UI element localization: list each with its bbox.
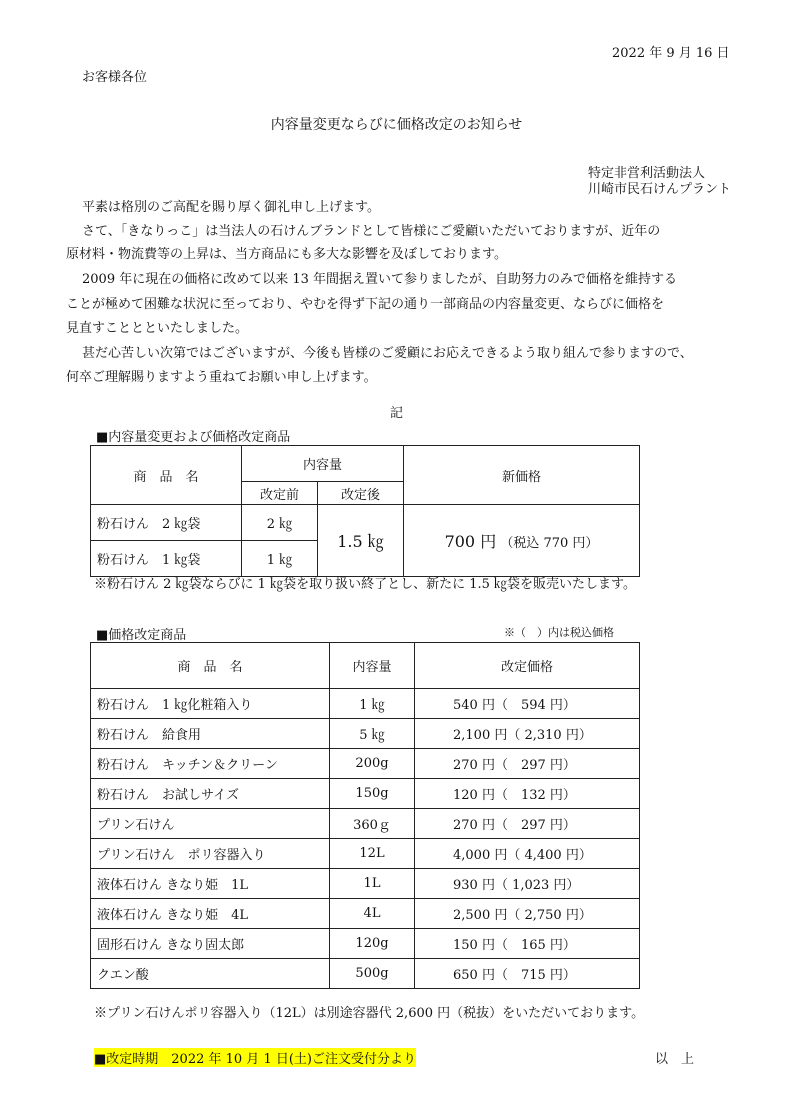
new-price-tax: （税込 770 円） [500, 536, 599, 551]
table-cell-price: 150 円（ 165 円） [415, 929, 640, 959]
ki-heading: 記 [389, 406, 403, 421]
table-row [91, 689, 640, 719]
table-cell-content: 5 ㎏ [330, 719, 415, 749]
table-cell-product: 粉石けん 2 ㎏袋 [91, 505, 242, 541]
section1-note: ※粉石けん 2 ㎏袋ならびに 1 ㎏袋を取り扱い終了とし、新たに 1.5 ㎏袋を販売いたします。 [94, 577, 636, 592]
body-paragraph-line: 何卒ご理解賜りますよう重ねてお願い申し上げます。 [66, 370, 377, 385]
table-row [91, 719, 640, 749]
table-cell-content: 1 ㎏ [330, 689, 415, 719]
header-content: 内容量 [242, 446, 404, 482]
table-cell-product: 固形石けん きなり固太郎 [91, 929, 330, 959]
table-cell-product: 粉石けん キッチン＆クリーン [91, 749, 330, 779]
header-price: 改定価格 [415, 643, 640, 689]
body-paragraph-line: 2009 年に現在の価格に改めて以来 13 年間据え置いて参りましたが、自助努力のみで価格を維持する [82, 272, 678, 287]
table-cell-before: 1 ㎏ [242, 541, 318, 577]
table-cell-before: 2 ㎏ [242, 505, 318, 541]
closing-mark: 以 上 [655, 1052, 695, 1067]
body-paragraph-line: 原材料・物流費等の上昇は、当方商品にも多大な影響を及ぼしております。 [66, 247, 507, 262]
table-cell-product: 粉石けん 給食用 [91, 719, 330, 749]
table-row [91, 779, 640, 809]
table-cell-content: 12L [330, 839, 415, 869]
table-cell-content: 500g [330, 959, 415, 989]
table-cell-content: 150g [330, 779, 415, 809]
table-cell-product: 粉石けん 1 ㎏袋 [91, 541, 242, 577]
header-before: 改定前 [242, 482, 318, 505]
table-cell-product: 液体石けん きなり姫 4L [91, 899, 330, 929]
table-row [91, 809, 640, 839]
table-row [91, 839, 640, 869]
table-row [91, 929, 640, 959]
table-cell-product: プリン石けん [91, 809, 330, 839]
table-cell-content: 120g [330, 929, 415, 959]
table-cell-price: 270 円（ 297 円） [415, 749, 640, 779]
body-paragraph-line: ことが極めて困難な状況に至っており、やむを得ず下記の通り一部商品の内容量変更、ならびに価格を [66, 297, 665, 312]
body-paragraph-line: さて、「きなりっこ」は当法人の石けんブランドとして皆様にご愛顧いただいておりますが、近年の [82, 224, 661, 239]
table-cell-content: 360ｇ [330, 809, 415, 839]
table-cell-after: 1.5 ㎏ [318, 505, 404, 577]
table-cell-new-price [404, 505, 640, 577]
table-cell-content: 4L [330, 899, 415, 929]
table-cell-product: 粉石けん お試しサイズ [91, 779, 330, 809]
table-cell-content: 200g [330, 749, 415, 779]
table-row [91, 899, 640, 929]
table-cell-price: 540 円（ 594 円） [415, 689, 640, 719]
page-title: 内容量変更ならびに価格改定のお知らせ [270, 117, 523, 133]
header-new-price: 新価格 [404, 446, 640, 505]
body-paragraph-line: 見直すこととといたしました。 [66, 321, 249, 336]
table-row [91, 959, 640, 989]
table-cell-product: クエン酸 [91, 959, 330, 989]
organization-type: 特定非営利活動法人 [588, 166, 706, 181]
header-content: 内容量 [330, 643, 415, 689]
table-cell-product: 液体石けん きなり姫 1L [91, 869, 330, 899]
table-cell-product: プリン石けん ポリ容器入り [91, 839, 330, 869]
header-after: 改定後 [318, 482, 404, 505]
table-row [91, 869, 640, 899]
table-cell-content: 1L [330, 869, 415, 899]
table-cell-price: 270 円（ 297 円） [415, 809, 640, 839]
addressee: お客様各位 [82, 70, 148, 85]
table-cell-price: 4,000 円（ 4,400 円） [415, 839, 640, 869]
section2-heading: ■価格改定商品 [96, 628, 187, 643]
table-cell-product: 粉石けん 1 ㎏化粧箱入り [91, 689, 330, 719]
header-product: 商 品 名 [91, 446, 242, 505]
content-change-table [90, 445, 640, 577]
new-price-main: 700 円 [444, 532, 497, 551]
table-cell-price: 930 円（ 1,023 円） [415, 869, 640, 899]
body-paragraph-line: 甚だ心苦しい次第ではございますが、今後も皆様のご愛顧にお応えできるよう取り組んで参りますので、 [82, 346, 693, 361]
section2-note: ※プリン石けんポリ容器入り（12L）は別途容器代 2,600 円（税抜）をいただいております。 [94, 1006, 645, 1021]
section1-heading: ■内容量変更および価格改定商品 [96, 430, 291, 445]
header-product: 商 品 名 [91, 643, 330, 689]
price-revision-table [90, 642, 640, 989]
table-row [91, 749, 640, 779]
table-cell-price: 2,100 円（ 2,310 円） [415, 719, 640, 749]
table-cell-price: 120 円（ 132 円） [415, 779, 640, 809]
effective-date-banner: ■改定時期 2022 年 10 月 1 日(土)ご注文受付分より [94, 1048, 416, 1067]
document-date: 2022 年 9 月 16 日 [612, 46, 730, 61]
organization-name: 川崎市民石けんプラント [588, 182, 732, 197]
table-cell-price: 650 円（ 715 円） [415, 959, 640, 989]
body-paragraph-line: 平素は格別のご高配を賜り厚く御礼申し上げます。 [82, 200, 380, 215]
table-cell-price: 2,500 円（ 2,750 円） [415, 899, 640, 929]
tax-note: ※（ ）内は税込価格 [504, 626, 614, 639]
